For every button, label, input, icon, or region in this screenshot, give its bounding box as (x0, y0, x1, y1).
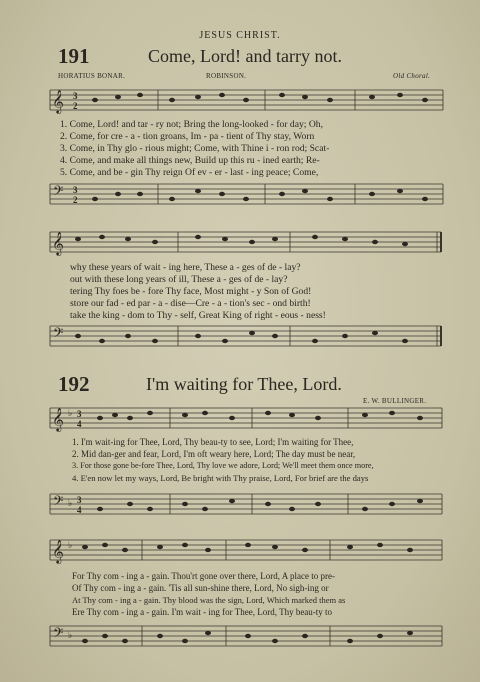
hymn-192-number: 192 (58, 372, 90, 396)
lyric-line: Ere Thy com - ing a - gain. I'm wait - ing for Thee, Lord, Thy beau-ty to (72, 607, 333, 617)
hymn-192-treble-staff-1 (0, 404, 480, 436)
hymn-192-system-2-lyrics (72, 570, 345, 618)
svg-text:♭: ♭ (68, 540, 73, 550)
treble-clef-icon: 𝄞 (52, 91, 64, 113)
svg-text:♭: ♭ (68, 498, 73, 508)
bass-clef-icon: 𝄢 (53, 185, 64, 202)
svg-text:2: 2 (73, 195, 78, 205)
lyric-line: tering Thy foes be - fore Thy face, Most might - y Son of God! (70, 286, 312, 297)
hymn-191-system-2-lyrics (70, 262, 326, 322)
svg-text:3: 3 (73, 91, 78, 101)
svg-text:2: 2 (73, 101, 78, 111)
treble-clef-icon: 𝄞 (52, 233, 64, 255)
bass-clef-icon: 𝄢 (53, 627, 64, 644)
bass-clef-icon: 𝄢 (53, 495, 64, 512)
lyric-line: 5. Come, and be - gin Thy reign Of ev - er - last - ing peace; Come, (60, 167, 319, 178)
lyric-line: At Thy com - ing a - gain. Thy blood was the sign, Lord, Which marked them as (72, 595, 346, 605)
svg-text:3: 3 (73, 185, 78, 195)
lyric-line: 2. Come, for cre - a - tion groans, Im - pa - tient of Thy stay, Worn (60, 131, 315, 142)
lyric-line: 3. For those gone be-fore Thee, Lord, Thy love we adore, Lord; We'll meet them once more, (72, 461, 374, 470)
hymn-191-author: HORATIUS BONAR. (58, 72, 126, 80)
hymn-191-treble-staff-2 (0, 228, 480, 260)
lyric-line: Of Thy com - ing a - gain. 'Tis all sun-shine there, Lord, No sigh-ing or (72, 583, 329, 593)
lyric-line: out with these long years of ill, These a - ges of de - lay? (70, 274, 288, 285)
bass-clef-icon: 𝄢 (53, 327, 64, 344)
hymn-192-bass-staff-2 (0, 622, 480, 654)
lyric-line: 2. Mid dan-ger and fear, Lord, I'm oft weary here, Lord; The day must be near, (72, 449, 356, 459)
hymn-191-tune: Old Choral. (393, 72, 431, 80)
hymn-192-treble-staff-2 (0, 536, 480, 568)
svg-text:3: 3 (77, 495, 82, 505)
hymn-191-system-1-lyrics (60, 119, 329, 179)
lyric-line: 4. E'en now let my ways, Lord, Be bright with Thy praise, Lord, For brief are the days (72, 473, 369, 483)
hymn-191-treble-staff-1 (0, 86, 480, 118)
treble-clef-icon: 𝄞 (52, 541, 64, 563)
treble-clef-icon: 𝄞 (52, 409, 64, 431)
svg-text:3: 3 (77, 409, 82, 419)
hymn-192-composer: E. W. BULLINGER. (363, 397, 427, 405)
hymn-191-number: 191 (58, 44, 90, 68)
lyric-line: 1. Come, Lord! and tar - ry not; Bring the long-looked - for day; Oh, (60, 119, 323, 130)
lyric-line: store our fad - ed par - a - dise—Cre - a - tion's sec - ond birth! (70, 298, 311, 309)
lyric-line: 4. Come, and make all things new, Build up this ru - ined earth; Re- (60, 155, 320, 166)
lyric-line: take the king - dom to Thy - self, Great King of right - eous - ness! (70, 310, 326, 321)
hymn-192-system-1-lyrics (72, 436, 374, 484)
lyric-line: 1. I'm wait-ing for Thee, Lord, Thy beau-ty to see, Lord; I'm waiting for Thee, (72, 437, 354, 447)
svg-text:4: 4 (77, 419, 82, 429)
section-header: JESUS CHRIST. (199, 30, 281, 41)
hymn-192-title: I'm waiting for Thee, Lord. (146, 374, 342, 394)
svg-text:♭: ♭ (68, 630, 73, 640)
lyric-line: 3. Come, in Thy glo - rious might; Come, with Thine i - ron rod; Scat- (60, 143, 330, 154)
lyric-line: why these years of wait - ing here, These a - ges of de - lay? (70, 262, 301, 273)
svg-text:♭: ♭ (68, 408, 73, 418)
svg-text:4: 4 (77, 505, 82, 515)
hymn-191-title: Come, Lord! and tarry not. (148, 46, 342, 66)
hymn-191-bass-staff-1 (0, 180, 480, 212)
hymn-191-bass-staff-2 (0, 322, 480, 354)
hymn-192-bass-staff-1 (0, 490, 480, 522)
hymn-191-composer: ROBINSON. (206, 72, 247, 80)
lyric-line: For Thy com - ing a - gain. Thou'rt gone over there, Lord, A place to pre- (72, 571, 335, 581)
